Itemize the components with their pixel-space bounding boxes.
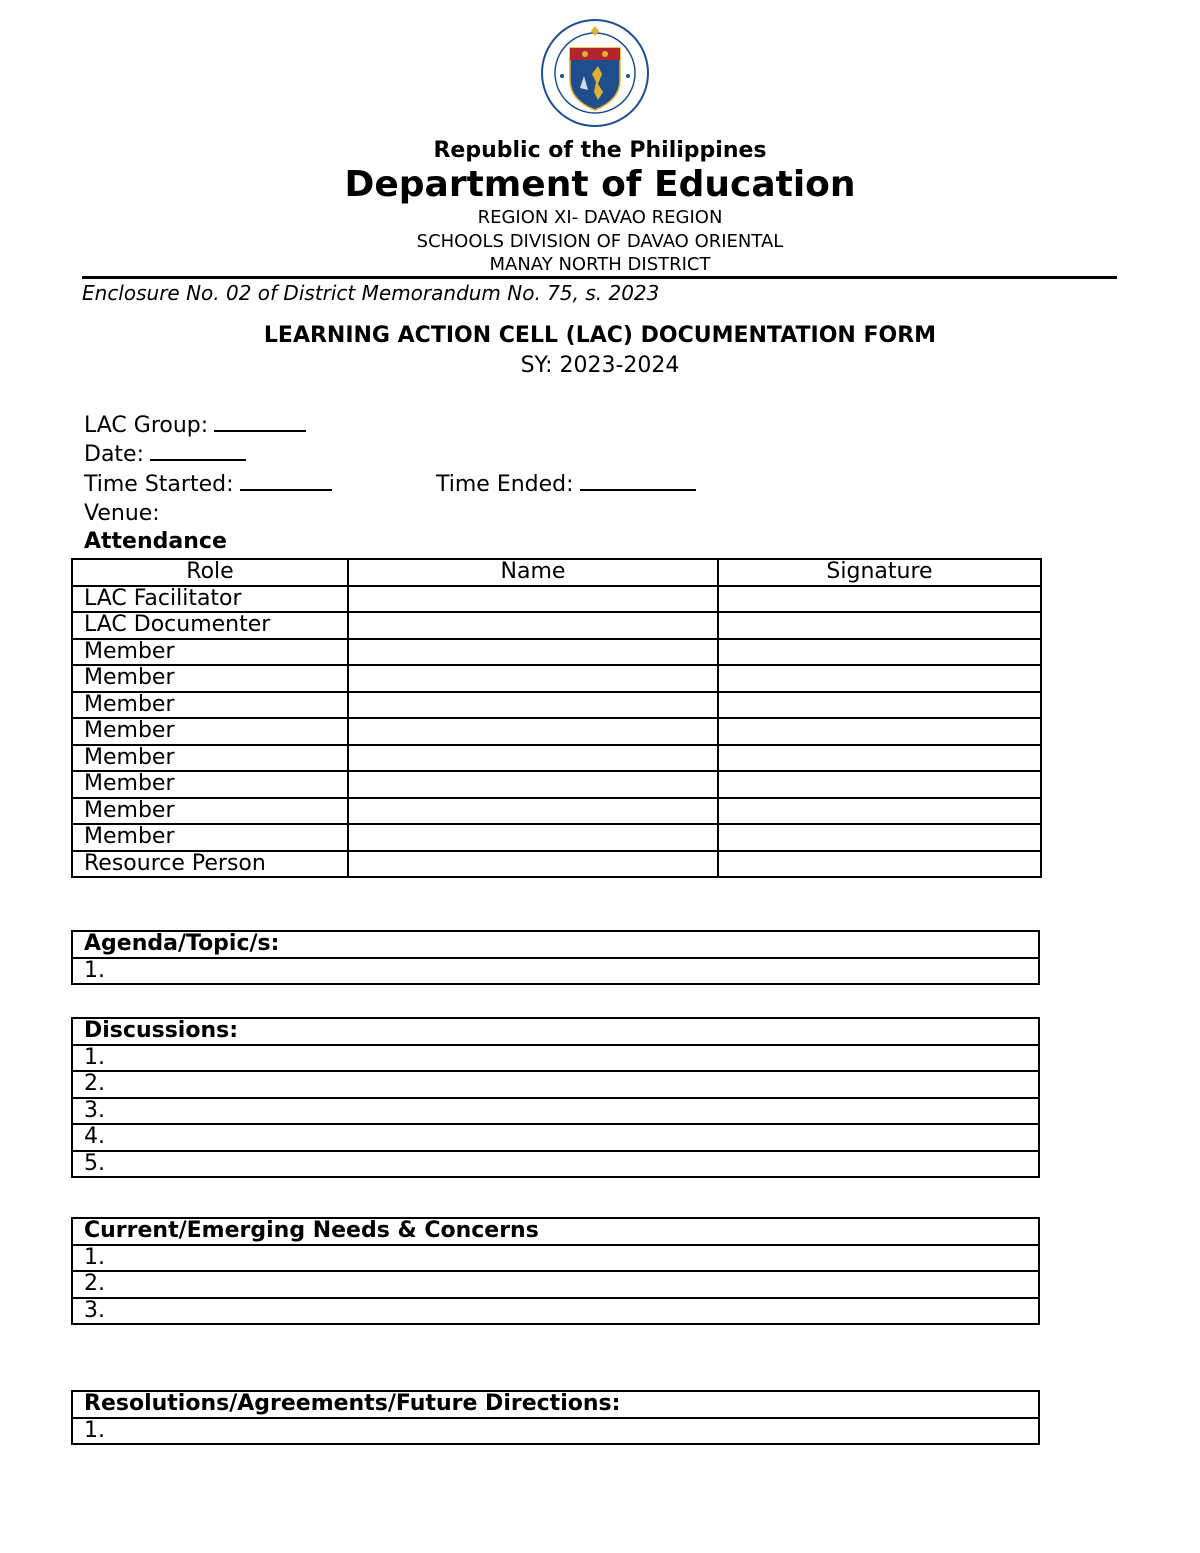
resolutions-box — [71, 1390, 1040, 1445]
discussion-item[interactable]: 4. — [72, 1124, 1039, 1151]
role-cell: Member — [72, 665, 348, 692]
deped-seal-logo — [540, 18, 650, 128]
role-cell: LAC Documenter — [72, 612, 348, 639]
table-row — [72, 586, 1041, 613]
date-blank[interactable] — [150, 441, 246, 461]
role-cell: LAC Facilitator — [72, 586, 348, 613]
signature-cell[interactable] — [718, 745, 1041, 772]
resolutions-item[interactable]: 1. — [72, 1418, 1039, 1445]
needs-heading: Current/Emerging Needs & Concerns — [72, 1218, 1039, 1245]
needs-item[interactable]: 2. — [72, 1271, 1039, 1298]
name-cell[interactable] — [348, 771, 718, 798]
table-row — [72, 745, 1041, 772]
role-cell: Member — [72, 718, 348, 745]
discussion-item[interactable]: 3. — [72, 1098, 1039, 1125]
discussion-item[interactable]: 5. — [72, 1151, 1039, 1178]
role-cell: Member — [72, 824, 348, 851]
republic-heading: Republic of the Philippines — [433, 138, 767, 163]
time-started-label: Time Started: — [84, 472, 234, 497]
name-cell[interactable] — [348, 851, 718, 878]
division-label: SCHOOLS DIVISION OF DAVAO ORIENTAL — [416, 231, 784, 252]
table-row — [72, 639, 1041, 666]
role-cell: Resource Person — [72, 851, 348, 878]
role-cell: Member — [72, 639, 348, 666]
name-cell[interactable] — [348, 586, 718, 613]
signature-cell[interactable] — [718, 718, 1041, 745]
agenda-item[interactable]: 1. — [72, 958, 1039, 985]
department-title: Department of Education — [344, 164, 856, 205]
table-row — [72, 692, 1041, 719]
signature-cell[interactable] — [718, 586, 1041, 613]
name-cell[interactable] — [348, 798, 718, 825]
table-row — [72, 665, 1041, 692]
resolutions-heading: Resolutions/Agreements/Future Directions: — [72, 1391, 1039, 1418]
column-header-name: Name — [348, 559, 718, 586]
time-started-field — [84, 471, 332, 497]
needs-item[interactable]: 3. — [72, 1298, 1039, 1325]
discussions-heading: Discussions: — [72, 1018, 1039, 1045]
header-divider — [82, 276, 1117, 279]
district-label: MANAY NORTH DISTRICT — [489, 254, 711, 275]
role-cell: Member — [72, 692, 348, 719]
needs-item[interactable]: 1. — [72, 1245, 1039, 1272]
time-ended-label: Time Ended: — [436, 472, 574, 497]
role-cell: Member — [72, 798, 348, 825]
name-cell[interactable] — [348, 745, 718, 772]
lac-group-label: LAC Group: — [84, 413, 209, 438]
table-row — [72, 612, 1041, 639]
form-title: LEARNING ACTION CELL (LAC) DOCUMENTATION FORM — [263, 323, 937, 348]
time-ended-blank[interactable] — [580, 471, 696, 491]
role-cell: Member — [72, 745, 348, 772]
discussions-box — [71, 1017, 1040, 1178]
school-year: SY: 2023-2024 — [520, 353, 680, 378]
table-row — [72, 771, 1041, 798]
discussion-item[interactable]: 2. — [72, 1071, 1039, 1098]
column-header-role: Role — [72, 559, 348, 586]
signature-cell[interactable] — [718, 798, 1041, 825]
name-cell[interactable] — [348, 665, 718, 692]
attendance-heading: Attendance — [84, 529, 227, 554]
time-ended-field — [436, 471, 696, 497]
table-row — [72, 824, 1041, 851]
name-cell[interactable] — [348, 639, 718, 666]
region-label: REGION XI- DAVAO REGION — [477, 207, 723, 228]
signature-cell[interactable] — [718, 824, 1041, 851]
name-cell[interactable] — [348, 718, 718, 745]
signature-cell[interactable] — [718, 665, 1041, 692]
table-row — [72, 798, 1041, 825]
lac-group-field — [84, 412, 306, 438]
venue-field — [84, 501, 160, 526]
signature-cell[interactable] — [718, 851, 1041, 878]
name-cell[interactable] — [348, 692, 718, 719]
attendance-table — [71, 558, 1042, 878]
table-row — [72, 851, 1041, 878]
agenda-box — [71, 930, 1040, 985]
date-field — [84, 441, 246, 467]
role-cell: Member — [72, 771, 348, 798]
needs-concerns-box — [71, 1217, 1040, 1325]
venue-label: Venue: — [84, 501, 160, 526]
column-header-signature: Signature — [718, 559, 1041, 586]
agenda-heading: Agenda/Topic/s: — [72, 931, 1039, 958]
date-label: Date: — [84, 442, 144, 467]
discussion-item[interactable]: 1. — [72, 1045, 1039, 1072]
enclosure-note: Enclosure No. 02 of District Memorandum No. 75, s. 2023 — [82, 281, 660, 305]
table-row — [72, 718, 1041, 745]
name-cell[interactable] — [348, 824, 718, 851]
signature-cell[interactable] — [718, 612, 1041, 639]
time-started-blank[interactable] — [240, 471, 332, 491]
signature-cell[interactable] — [718, 692, 1041, 719]
name-cell[interactable] — [348, 612, 718, 639]
signature-cell[interactable] — [718, 771, 1041, 798]
signature-cell[interactable] — [718, 639, 1041, 666]
lac-group-blank[interactable] — [214, 412, 306, 432]
